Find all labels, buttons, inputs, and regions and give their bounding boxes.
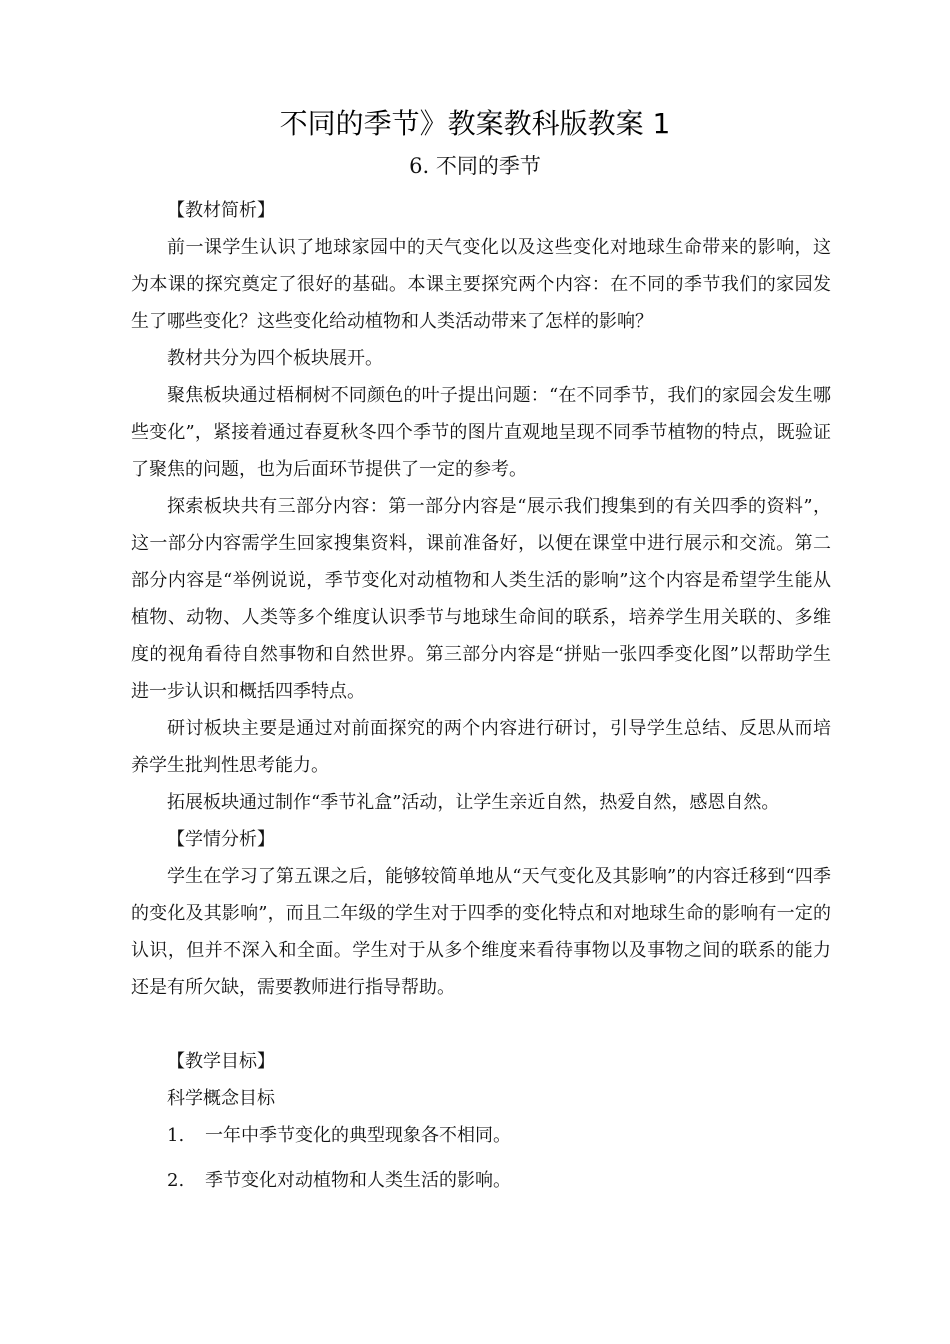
document-body bbox=[131, 192, 831, 1199]
list-item-text: 一年中季节变化的典型现象各不相同。 bbox=[205, 1125, 511, 1146]
paragraph: 拓展板块通过制作“季节礼盒”活动，让学生亲近自然，热爱自然，感恩自然。 bbox=[167, 792, 780, 813]
paragraph: 教材共分为四个板块展开。 bbox=[167, 348, 383, 369]
list-item-text: 季节变化对动植物和人类生活的影响。 bbox=[205, 1170, 511, 1191]
document-subtitle: 6. 不同的季节 bbox=[409, 154, 541, 178]
section-heading-analysis: 【教材简析】 bbox=[167, 200, 275, 221]
paragraph: 聚焦板块通过梧桐树不同颜色的叶子提出问题：“在不同季节，我们的家园会发生哪些变化”，紧接着通过春夏秋冬四个季节的图片直观地呈现不同季节植物的特点，既验证了聚焦的问题，也为后面环节提供了一定的参考。 bbox=[131, 385, 831, 480]
section-heading-learner: 【学情分析】 bbox=[167, 829, 275, 850]
goals-subheading: 科学概念目标 bbox=[167, 1088, 275, 1109]
list-item-number: 1. bbox=[167, 1125, 185, 1146]
paragraph: 学生在学习了第五课之后，能够较简单地从“天气变化及其影响”的内容迁移到“四季的变化及其影响”，而且二年级的学生对于四季的变化特点和对地球生命的影响有一定的认识，但并不深入和全面。学生对于从多个维度来看待事物以及事物之间的联系的能力还是有所欠缺，需要教师进行指导帮助。 bbox=[131, 866, 831, 998]
spacer bbox=[131, 1006, 831, 1043]
list-item-number: 2. bbox=[167, 1170, 185, 1191]
section-heading-goals: 【教学目标】 bbox=[167, 1051, 275, 1072]
list-item bbox=[131, 1117, 831, 1154]
paragraph: 研讨板块主要是通过对前面探究的两个内容进行研讨，引导学生总结、反思从而培养学生批判性思考能力。 bbox=[131, 718, 831, 776]
document-title: 不同的季节》教案教科版教案 1 bbox=[279, 107, 671, 140]
paragraph: 探索板块共有三部分内容：第一部分内容是“展示我们搜集到的有关四季的资料”，这一部分内容需学生回家搜集资料，课前准备好，以便在课堂中进行展示和交流。第二部分内容是“举例说说，季节变化对动植物和人类生活的影响”这个内容是希望学生能从植物、动物、人类等多个维度认识季节与地球生命间的联系，培养学生用关联的、多维度的视角看待自然事物和自然世界。第三部分内容是“拼贴一张四季变化图”以帮助学生进一步认识和概括四季特点。 bbox=[131, 496, 831, 702]
paragraph: 前一课学生认识了地球家园中的天气变化以及这些变化对地球生命带来的影响，这为本课的探究奠定了很好的基础。本课主要探究两个内容：在不同的季节我们的家园发生了哪些变化？这些变化给动植物和人类活动带来了怎样的影响？ bbox=[131, 237, 831, 332]
list-item bbox=[131, 1162, 831, 1199]
